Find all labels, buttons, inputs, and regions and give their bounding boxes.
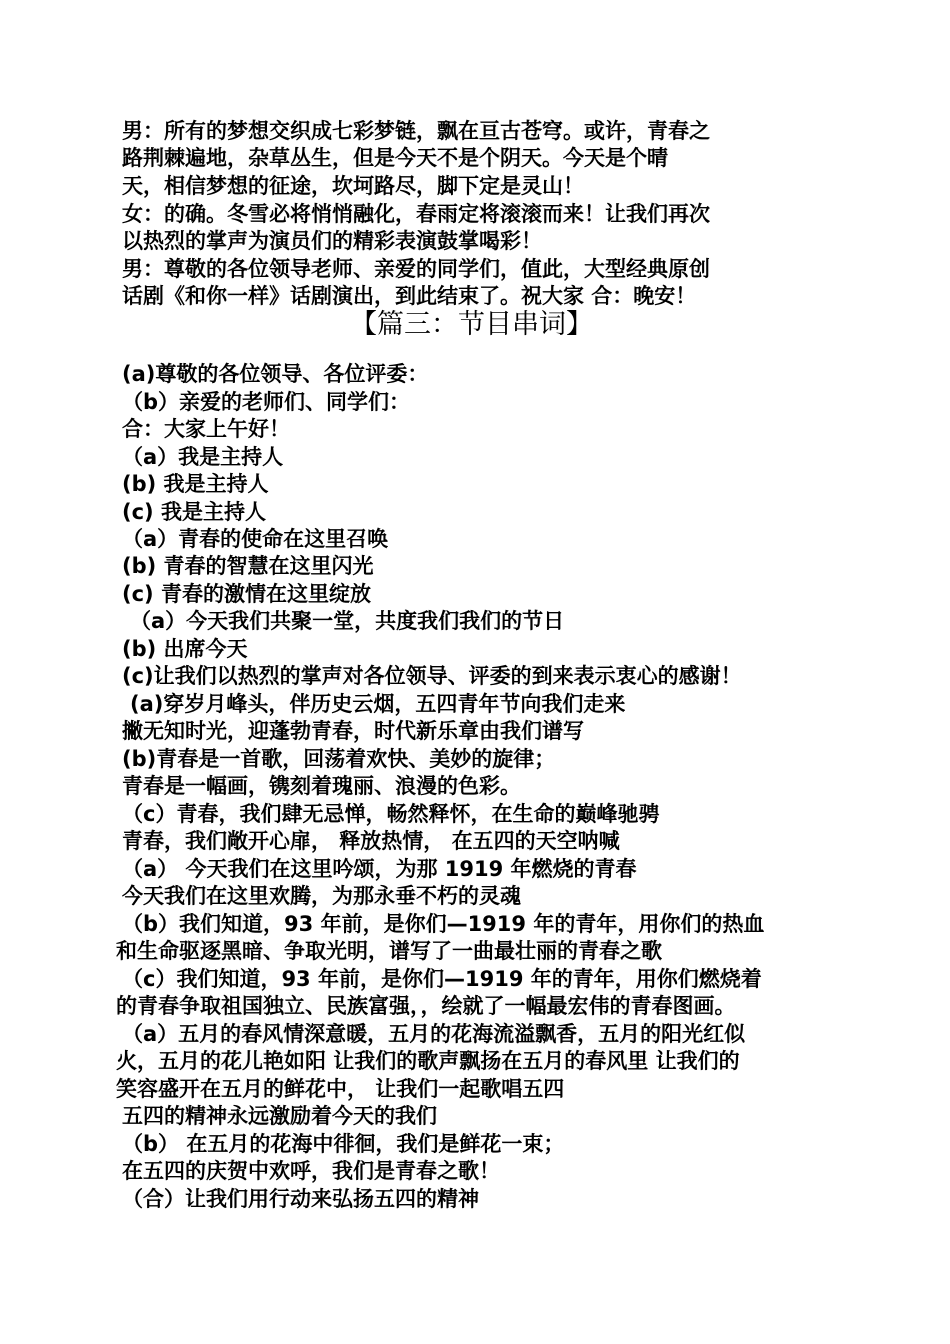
section-heading: 【篇三：节目串词】 [350, 309, 593, 340]
script-line: 撇无知时光，迎蓬勃青春，时代新乐章由我们谱写 [122, 719, 584, 743]
script-line: （c）青春，我们肆无忌惮，畅然释怀，在生命的巅峰驰骋 [122, 802, 660, 826]
script-line: （b） 在五月的花海中徘徊，我们是鲜花一束； [122, 1132, 565, 1156]
script-line: (a)尊敬的各位领导、各位评委： [122, 362, 429, 386]
paragraph-line: 男：尊敬的各位领导老师、亲爱的同学们，值此，大型经典原创 [122, 257, 710, 281]
script-line: 在五四的庆贺中欢呼，我们是青春之歌！ [122, 1159, 500, 1183]
paragraph-line: 天，相信梦想的征途，坎坷路尽，脚下定是灵山！ [122, 174, 584, 198]
paragraph-line: 女：的确。冬雪必将悄悄融化，春雨定将滚滚而来！让我们再次 [122, 202, 710, 226]
script-line: 的青春争取祖国独立、民族富强，，绘就了一幅最宏伟的青春图画。 [116, 994, 736, 1018]
script-line: 青春是一幅画，镌刻着瑰丽、浪漫的色彩。 [122, 774, 521, 798]
paragraph-line: 男：所有的梦想交织成七彩梦链，飘在亘古苍穹。或许，青春之 [122, 119, 710, 143]
script-line: （a） 今天我们在这里吟颂，为那 1919 年燃烧的青春 [122, 857, 637, 881]
script-line: （a）五月的春风情深意暖，五月的花海流溢飘香，五月的阳光红似 [122, 1022, 746, 1046]
script-line: （a）今天我们共聚一堂，共度我们我们的节日 [130, 609, 565, 633]
script-line: (a)穿岁月峰头，伴历史云烟，五四青年节向我们走来 [130, 692, 626, 716]
script-line: (c) 我是主持人 [122, 500, 266, 524]
paragraph-line: 路荆棘遍地，杂草丛生，但是今天不是个阴天。今天是个晴 [122, 146, 668, 170]
script-line: 和生命驱逐黑暗、争取光明，谱写了一曲最壮丽的青春之歌 [116, 939, 662, 963]
script-line: （c）我们知道，93 年前，是你们—1919 年的青年，用你们燃烧着 [122, 967, 762, 991]
script-line: (b) 青春的智慧在这里闪光 [122, 554, 374, 578]
paragraph-line: 以热烈的掌声为演员们的精彩表演鼓掌喝彩！ [122, 229, 542, 253]
script-line: （b）我们知道，93 年前，是你们—1919 年的青年，用你们的热血 [122, 912, 765, 936]
script-line: (b) 出席今天 [122, 637, 248, 661]
script-line: 火，五月的花儿艳如阳 让我们的歌声飘扬在五月的春风里 让我们的 [116, 1049, 740, 1073]
paragraph-line: 话剧《和你一样》话剧演出，到此结束了。祝大家 合：晚安！ [122, 284, 697, 308]
script-line: （a）我是主持人 [122, 445, 284, 469]
script-line: （b）亲爱的老师们、同学们： [122, 390, 411, 414]
script-line: (c) 青春的激情在这里绽放 [122, 582, 371, 606]
script-line: (b)青春是一首歌，回荡着欢快、美妙的旋律； [122, 747, 556, 771]
script-line: 笑容盛开在五月的鲜花中， 让我们一起歌唱五四 [116, 1077, 565, 1101]
script-line: 今天我们在这里欢腾，为那永垂不朽的灵魂 [122, 884, 521, 908]
script-line: (b) 我是主持人 [122, 472, 269, 496]
script-line: 五四的精神永远激励着今天的我们 [122, 1104, 437, 1128]
script-line: （合）让我们用行动来弘扬五四的精神 [122, 1187, 479, 1211]
script-line: 合：大家上午好！ [122, 417, 290, 441]
script-line: 青春，我们敞开心扉， 释放热情， 在五四的天空呐喊 [122, 829, 620, 853]
script-line: （a）青春的使命在这里召唤 [122, 527, 389, 551]
script-line: (c)让我们以热烈的掌声对各位领导、评委的到来表示衷心的感谢！ [122, 664, 742, 688]
